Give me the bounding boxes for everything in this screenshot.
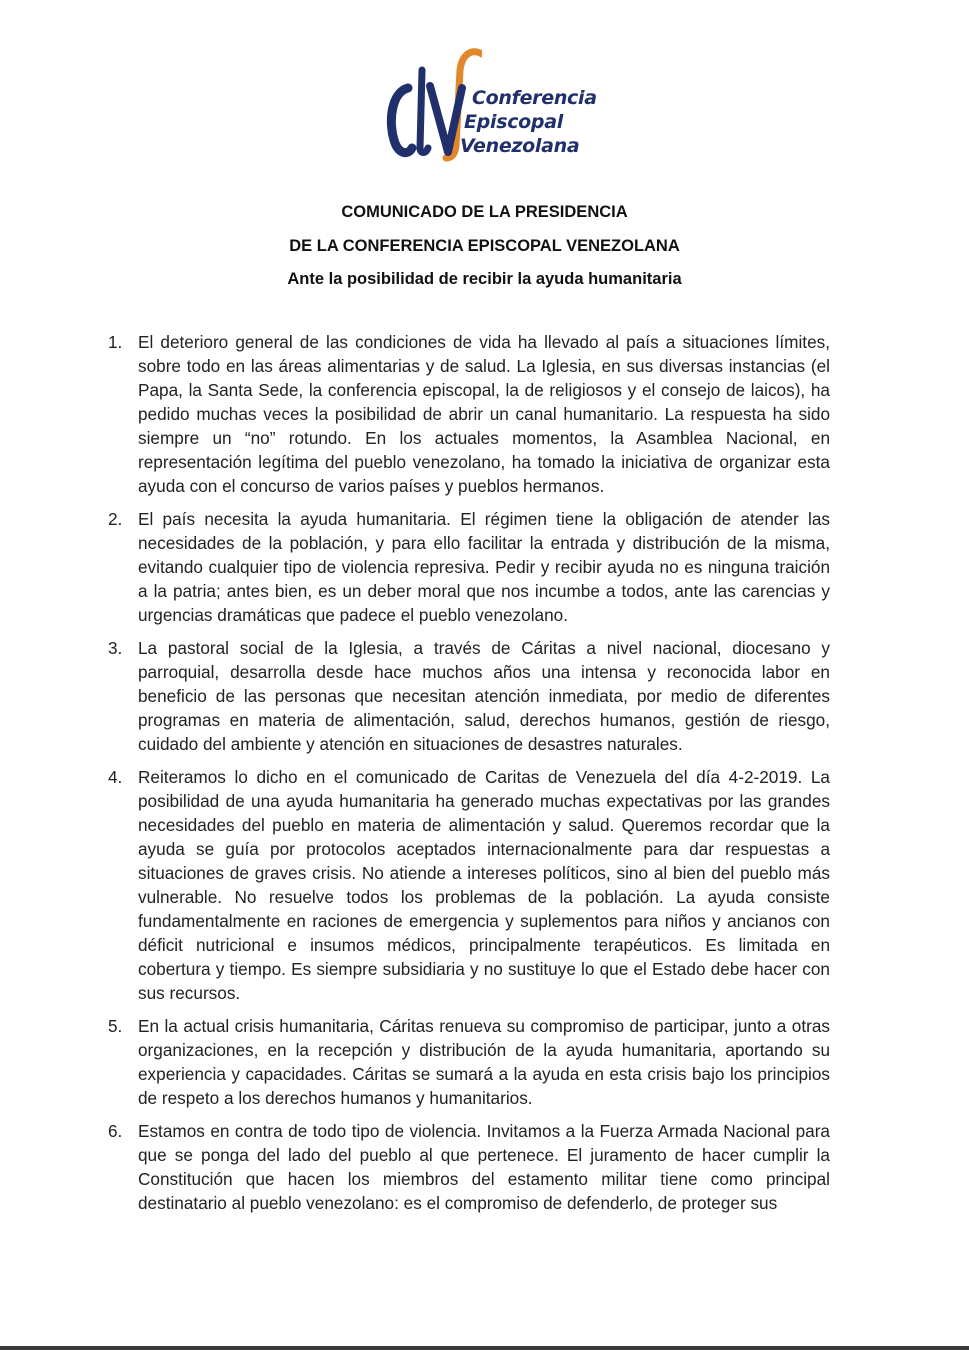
header-title-line-1: COMUNICADO DE LA PRESIDENCIA — [341, 203, 628, 221]
list-item — [108, 636, 830, 756]
list-item — [108, 1119, 830, 1215]
logo-line-3: Venezolana — [460, 135, 580, 157]
cev-logo — [386, 48, 616, 164]
item-text: La pastoral social de la Iglesia, a través de Cáritas a nivel nacional, diocesano y parroquial, desarrolla desde hace muchos años una intensa y reconocida labor en beneficio de las personas que necesitan atención inmediata, por medio de diferentes programas en materia de alimentación, salud, derechos humanos, gestión de riesgo, cuidado del ambiente y atención en situaciones de desastres naturales. — [138, 638, 830, 754]
logo-line-2: Episcopal — [464, 111, 563, 133]
numbered-list — [108, 330, 830, 1224]
item-number: 2. — [108, 509, 123, 529]
list-item — [108, 507, 830, 627]
item-text: El deterioro general de las condiciones de vida ha llevado al país a situaciones límites, sobre todo en las áreas alimentarias y de salud. La Iglesia, en sus diversas instancias (el Papa, la Santa Sede, la conferencia episcopal, la de religiosos y el consejo de laicos), ha pedido muchas veces la posibilidad de abrir un canal humanitario. La respuesta ha sido siempre un “no” rotundo. En los actuales momentos, la Asamblea Nacional, en representación legítima del pueblo venezolano, ha tomado la iniciativa de organizar esta ayuda con el concurso de varios países y pueblos hermanos. — [138, 332, 830, 496]
header-subtitle: Ante la posibilidad de recibir la ayuda humanitaria — [287, 270, 682, 288]
page-bottom-edge — [0, 1346, 969, 1350]
document-header — [0, 196, 969, 297]
item-number: 4. — [108, 767, 123, 787]
item-number: 3. — [108, 638, 123, 658]
list-item — [108, 1014, 830, 1110]
item-number: 5. — [108, 1016, 123, 1036]
item-text: Estamos en contra de todo tipo de violencia. Invitamos a la Fuerza Armada Nacional para que se ponga del lado del pueblo al que pertenece. El juramento de hacer cumplir la Constitución que hacen los miembros del estamento militar tiene como principal destinatario al pueblo venezolano: es el compromiso de defenderlo, de proteger sus — [138, 1121, 830, 1213]
item-text: Reiteramos lo dicho en el comunicado de Caritas de Venezuela del día 4-2-2019. La posibilidad de una ayuda humanitaria ha generado muchas expectativas por las grandes necesidades del pueblo en materia de alimentación y salud. Queremos recordar que la ayuda se guía por protocolos aceptados internacionalmente para dar respuestas a situaciones de graves crisis. No atiende a intereses políticos, sino al bien del pueblo más vulnerable. No resuelve todos los problemas de la población. La ayuda consiste fundamentalmente en raciones de emergencia y suplementos para niños y ancianos con déficit nutricional e insumos médicos, principalmente terapéuticos. Es limitada en cobertura y tiempo. Es siempre subsidiaria y no sustituye lo que el Estado debe hacer con sus recursos. — [138, 767, 830, 1003]
list-item — [108, 330, 830, 498]
item-number: 1. — [108, 332, 123, 352]
logo-line-1: Conferencia — [472, 87, 597, 109]
list-item — [108, 765, 830, 1005]
item-text: En la actual crisis humanitaria, Cáritas renueva su compromiso de participar, junto a otras organizaciones, en la recepción y distribución de la ayuda humanitaria, aportando su experiencia y capacidades. Cáritas se sumará a la ayuda en esta crisis bajo los principios de respeto a los derechos humanos y humanitarios. — [138, 1016, 830, 1108]
logo-wordmark — [460, 86, 597, 158]
item-text: El país necesita la ayuda humanitaria. El régimen tiene la obligación de atender las necesidades de la población, y para ello facilitar la entrada y distribución de la misma, evitando cualquier tipo de violencia represiva. Pedir y recibir ayuda no es ninguna traición a la patria; antes bien, es un deber moral que nos incumbe a todos, ante las carencias y urgencias dramáticas que padece el pueblo venezolano. — [138, 509, 830, 625]
item-number: 6. — [108, 1121, 123, 1141]
header-title-line-2: DE LA CONFERENCIA EPISCOPAL VENEZOLANA — [289, 236, 680, 255]
